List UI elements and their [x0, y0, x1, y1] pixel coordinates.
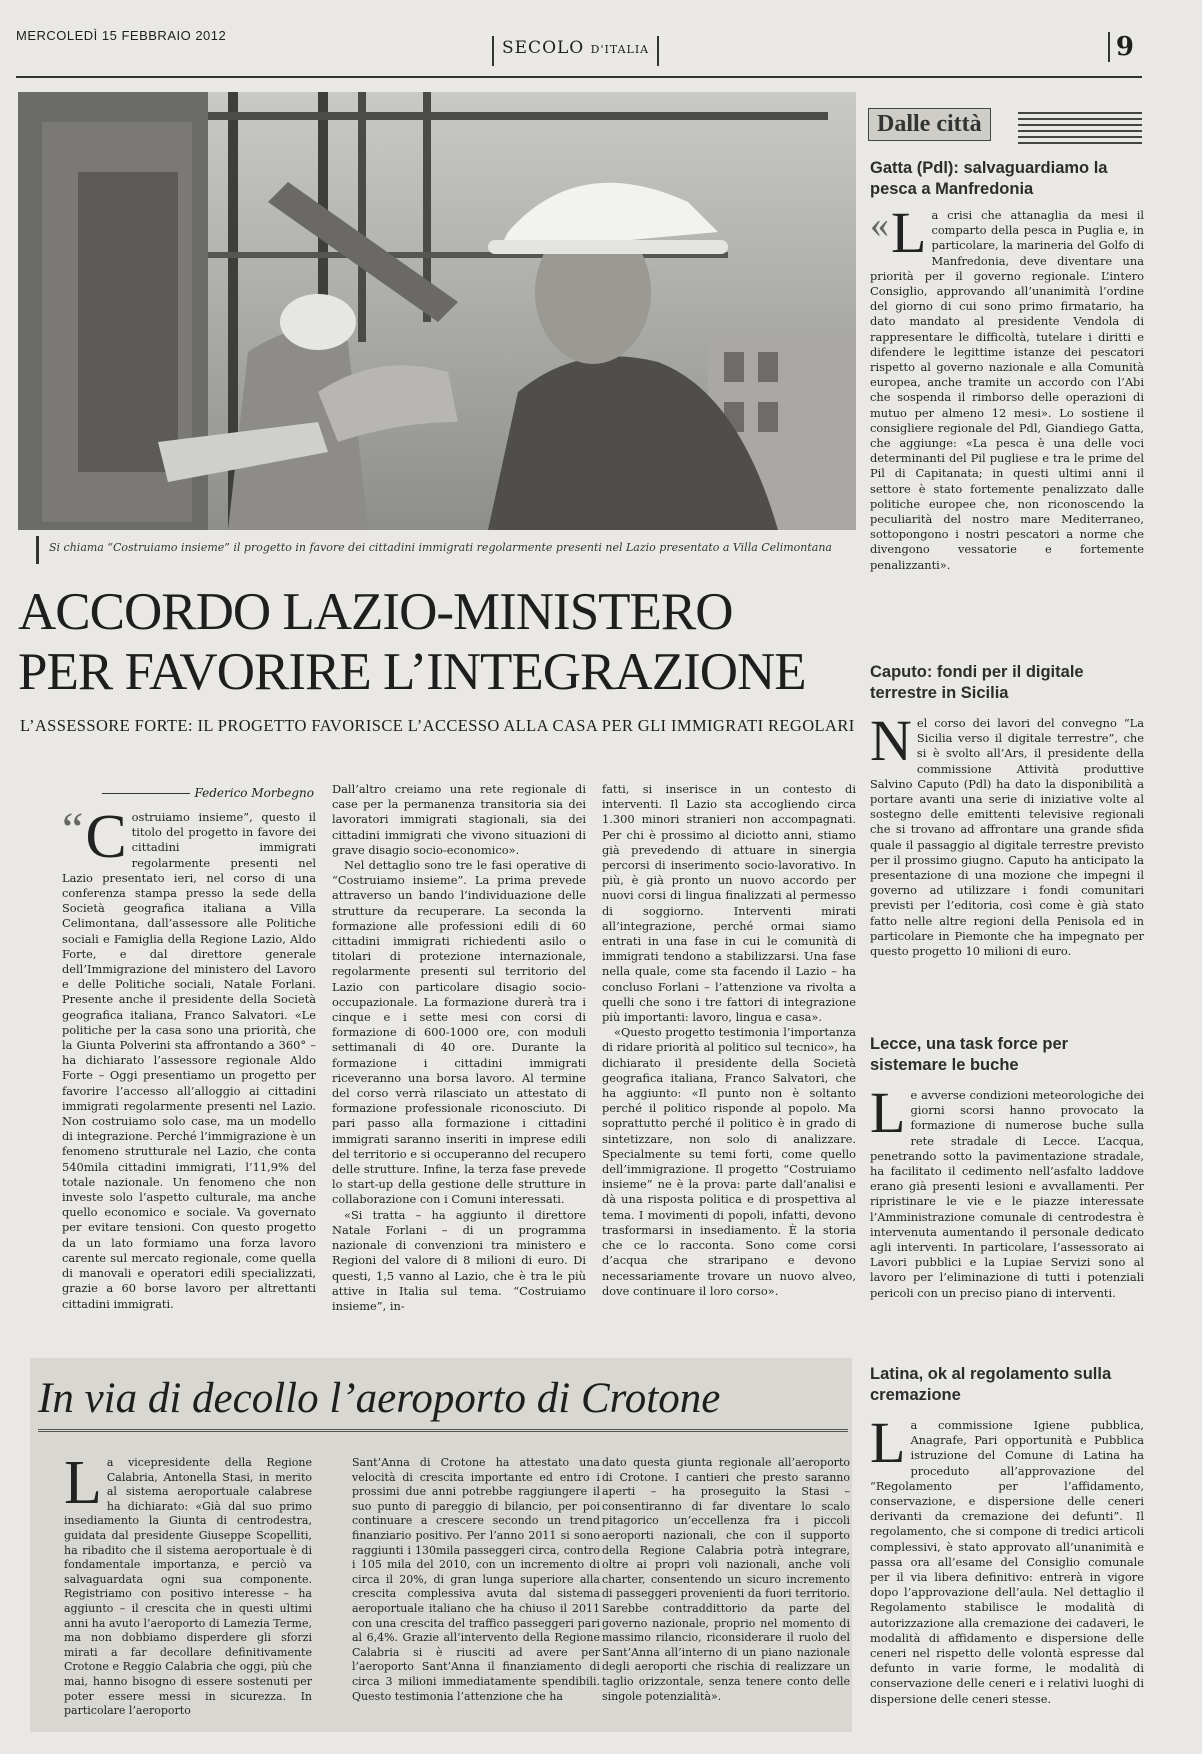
paragraph: «Si tratta – ha aggiunto il direttore Natale Forlani – di un programma nazionale di convenzioni tra ministero e Regioni del valore di 8 milioni di euro. Di questi, 1,5 vanno al Lazio, che è tra le più attive in Italia sul tema. “Costruiamo insieme”, in-: [332, 1207, 586, 1313]
article-dropcap: C: [85, 810, 127, 871]
crotone-column-1: [64, 1456, 312, 1724]
article-photo: [18, 92, 856, 530]
sidebar-text-lecce: [870, 1088, 1144, 1344]
crotone-col1-text: a vicepresidente della Regione Calabria, Antonella Stasi, in merito al sistema aeroportuale calabrese ha dichiarato: «Già dal suo primo insediamento la Giunta di centrodestra, guidata dal presidente Giuseppe Scopelliti, ha ribadito che il sistema aeroportuale è di fondamentale importanza, e perciò va salvaguardata ogni sua componente. Registriamo con positivo interesse – ha aggiunto – il crescita che in questi ultimi anni ha avuto l’aeroporto di Lamezia Terme, ma non dobbiamo disperdere gli sforzi mirati a far decollare definitivamente Crotone e Reggio Calabria che oggi, più che mai, hanno bisogno di essere sostenuti per poter essere messi in sicurezza. In particolare l’aeroporto: [64, 1456, 312, 1718]
paragraph: «Questo progetto testimonia l’importanza di ridare priorità al politico sul tecnico», ha dichiarato il presidente della Società geografica italiana, Franco Salvatori, che ha aggiunto: «Il punto non è soltanto perché il politico risponde al popolo. Ma soprattutto perché il politico è in grado di sintetizzare, non solo di analizzare. Specialmente su temi forti, come quello dell’immigrazione. Il progetto “Costruiamo insieme” ne è la prova: parte dall’analisi e dà una risposta politica e di prospettiva al tema. I movimenti di popoli, infatti, devono trasformarsi in insediamento. È la storia che ce lo racconta. Sono come corsi d’acqua che straripano e devono necessariamente trovare un nuovo alveo, dove continuare il loro corso».: [602, 1025, 856, 1298]
sidebar-title-latina: Latina, ok al regolamento sulla cremazione: [870, 1365, 1112, 1404]
sidebar-body: el corso dei lavori del convegno “La Sicilia verso il digitale terrestre”, che si è svolto all’Ars, il presidente della commissione Attività produttive Salvino Caputo (Pdl) ha dato la disponibilità a portare avanti una serie di iniziative volte al sostegno delle emittenti televisive regionali che si trovano ad affrontare una grande sfida quale il passaggio al digitale terrestre previsto per il prossimo giugno. Caputo ha anticipato la presentazione di una mozione che impegni il governo ad utilizzare i fondi comunitari previsti per l’editoria, così come è già stato fatto nelle altre regioni della Penisola ed in particolare in Piemonte che ha impegnato per questo progetto 10 milioni di euro.: [870, 716, 1144, 959]
article-byline: Federico Morbegno: [62, 786, 314, 800]
sidebar-dropcap: L: [870, 1418, 906, 1475]
paragraph: Nel dettaglio sono tre le fasi operative di “Costruiamo insieme”. La prima prevede attraverso un bando l’individuazione delle strutture da recuperare. La seconda la formazione alle professioni edili di 60 cittadini immigrati richiedenti asilo o titolari di protezione internazionale, regolarmente presenti sul territorio del Lazio con particolare disagio socio-occupazionale. La formazione durerà tra i cinque e i sette mesi con corsi di formazione di 600-1000 ore, con moduli settimanali di 40 ore. Durante la formazione i cittadini immigrati riceveranno una borsa lavoro. Al termine del corso verrà rilasciato un attestato di formazione professionale riconosciuto. Di pari passo alla formazione i cittadini immigrati saranno inseriti in imprese edili del territorio e si occuperanno del recupero delle strutture. Infine, la terza fase prevede lo start-up della gestione delle strutture in collaborazione con i Comuni interessati.: [332, 858, 586, 1207]
crotone-article-box: [30, 1358, 852, 1732]
decorative-lines: [1018, 112, 1142, 144]
page-number: 9: [1108, 32, 1134, 62]
construction-worker-photo: [18, 92, 856, 530]
sidebar-dropcap: L: [891, 208, 927, 265]
photo-caption: Si chiama “Costruiamo insieme” il progetto in favore dei cittadini immigrati regolarmente presenti nel Lazio presentato a Villa Celimontana: [36, 536, 869, 564]
sidebar-text-caputo: [870, 716, 1144, 1022]
crotone-column-3: dato questa giunta regionale all’aeroporto di Crotone. I cantieri che presto saranno aperti – ha proseguito la Stasi – consentiranno di far diventare lo scalo pitagorico un’eccellenza fra i piccoli aeroporti nazionali, che con il supporto della Regione Calabria potrà integrare, oltre ai propri voli nazionali, anche voli charter, consentendo un sicuro incremento di passeggeri provenienti da fuori territorio. Sarebbe contraddittorio da parte del governo nazionale, proprio nel momento di massimo rilancio, riconsiderare il ruolo del Sant’Anna all’interno di un piano nazionale degli aeroporti che rischia di realizzare un taglio orizzontale, senza tenere conto delle singole potenzialità».: [602, 1456, 850, 1703]
masthead-subtitle: D'ITALIA: [590, 43, 650, 56]
article-column-2: [332, 782, 586, 1336]
sidebar-title-gatta: Gatta (Pdl): salvaguardiamo la pesca a Manfredonia: [870, 159, 1108, 198]
sidebar-text-gatta: [870, 208, 1144, 640]
headline-line-1: ACCORDO LAZIO-MINISTERO: [18, 583, 733, 641]
page-header: [16, 28, 1142, 78]
article-subhead: L’ASSESSORE FORTE: IL PROGETTO FAVORISCE L’ACCESSO ALLA CASA PER GLI IMMIGRATI REGOLARI: [20, 716, 855, 735]
crotone-dropcap: L: [64, 1456, 102, 1517]
crotone-headline: In via di decollo l’aeroporto di Crotone: [38, 1374, 848, 1432]
article-column-1: [62, 810, 316, 1336]
sidebar-body: e avverse condizioni meteorologiche dei giorni scorsi hanno provocato la formazione di numerose buche sulla rete stradale di Lecce. L’acqua, penetrando sotto la pavimentazione stradale, ha facilitato il cedimento nell’asfalto laddove erano già presenti lesioni e avvallamenti. Per ripristinare le vie e le piazze interessate l’Amministrazione comunale di centrodestra è intervenuta aumentando il personale dedicato agli interventi. In particolare, l’assessorato ai Lavori pubblici e la Lupiae Servizi sono al lavoro per l’eliminazione di tutti i potenziali pericoli con un preciso piano di interventi.: [870, 1088, 1144, 1300]
paragraph: Dall’altro creiamo una rete regionale di case per la permanenza transitoria sia dei lavoratori immigrati stagionali, sia dei cittadini immigrati che vivono situazioni di grave disagio socio-economico».: [332, 782, 586, 857]
sidebar-body: a crisi che attanaglia da mesi il comparto della pesca in Puglia e, in particolare, la marineria del Golfo di Manfredonia, deve diventare una priorità per il governo regionale. L’intero Consiglio, approvando all’unanimità l’ordine del giorno di cui sono primo firmatario, ha dato mandato al presidente Vendola di rappresentare le difficoltà, tutelare i diritti e difendere le legittime istanze dei pescatori rispetto al governo nazionale e alla Comunità europea, anche tramite un accordo con l’Abi che sospenda il rimborso delle operazioni di mutuo per almeno 12 mesi». Lo sostiene il consigliere regionale del Pdl, Giandiego Gatta, che aggiunge: «La pesca è una delle voci determinanti del Pil pugliese e tra le prime del Pil di Capitanata; in questi ultimi anni il settore è stato fortemente penalizzato dalle politiche europee che, non riconoscendo la peculiarità del nostro mare Mediterraneo, sottopongono i nostri pescatori a norme che divengono vessatorie e fortemente penalizzanti».: [870, 208, 1144, 572]
sidebar-label: Dalle città: [868, 108, 991, 141]
crotone-column-2: Sant’Anna di Crotone ha attestato una velocità di crescita importante ed entro i prossimi due anni potrebbe raggiungere il suo punto di pareggio di bilancio, per poi continuare a crescere secondo un trend finanziario positivo. Per l’anno 2011 si sono raggiunti i 130mila passeggeri circa, contro i 105 mila del 2010, con un incremento di circa il 20%, di gran lunga superiore alla crescita complessiva avuta dal sistema aeroportuale italiano che ha chiuso il 2011 con una crescita del traffico passeggeri pari al 6,4%. Grazie all’intervento della Regione Calabria si è riusciti ad avere per l’aeroporto Sant’Anna il finanziamento di circa 3 milioni immediatamente spendibili. Questo testimonia l’attenzione che ha: [352, 1456, 600, 1703]
sidebar-text-latina: [870, 1418, 1144, 1740]
article-col1-text: ostruiamo insieme”, questo il titolo del progetto in favore dei cittadini immigrati regolarmente presenti nel Lazio presentato ieri, nel corso di una conferenza stampa presso la sede della Società geografica italiana a Villa Celimontana, dall’assessore alle Politiche sociali e Famiglia della Regione Lazio, Aldo Forte, e dal direttore generale dell’Immigrazione del ministero del Lavoro e delle Politiche sociali, Natale Forlani. Presente anche il presidente della Società geografica italiana, Franco Salvatori. «Le politiche per la casa sono una priorità, che la Giunta Polverini sta affrontando a 360° – ha dichiarato l’assessore regionale Aldo Forte – Oggi presentiamo un progetto per favorire l’accesso all’alloggio ai cittadini immigrati regolarmente presenti nel Lazio. Non costruiamo solo case, ma un modello di integrazione. Perché l’immigrazione è un fenomeno strutturale nel Lazio, che conta 540mila cittadini immigrati, l’11,9% del totale nazionale. Un fenomeno che non investe solo l’aspetto culturale, ma anche quello economico e sociale. Va governato per evitare tensioni. Con questo progetto da un lato formiamo una forza lavoro carente sul mercato regionale, come quella di manovali e operatori edili specializzati, grazie a 60 borse lavoro per altrettanti cittadini immigrati.: [62, 810, 316, 1311]
sidebar-title-caputo: Caputo: fondi per il digitale terrestre in Sicilia: [870, 663, 1084, 702]
masthead-title: SECOLO: [502, 38, 585, 58]
article-column-3: [602, 782, 856, 1336]
sidebar-title-lecce: Lecce, una task force per sistemare le buche: [870, 1035, 1069, 1074]
article-headline: [18, 582, 856, 702]
headline-line-2: PER FAVORIRE L’INTEGRAZIONE: [18, 643, 806, 701]
sidebar-body: a commissione Igiene pubblica, Anagrafe, Pari opportunità e Pubblica istruzione del Comune di Latina ha proceduto all’approvazione del “Regolamento per l’affidamento, conservazione, e dispersione delle ceneri derivanti da cremazione dei defunti”. Il regolamento, che si compone di tredici articoli complessivi, è stato approvato all’unanimità e passa ora all’esame del Consiglio comunale per il via libera definitivo: entrerà in vigore dopo l’approvazione dell’aula. Nel dettaglio il Regolamento stabilisce le modalità di autorizzazione alla cremazione dei cadaveri, le modalità di affidamento e dispersione delle ceneri nel rispetto delle volontà espresse dal defunto in varie forme, le modalità di conservazione delle ceneri e i relativi luoghi di dispersione delle ceneri stesse.: [870, 1418, 1144, 1706]
open-quote-mark: “: [62, 810, 84, 856]
sidebar-dropcap: N: [870, 716, 912, 773]
sidebar-dropcap: L: [870, 1088, 906, 1145]
masthead: [492, 36, 659, 66]
paragraph: fatti, si inserisce in un contesto di interventi. Il Lazio sta accogliendo circa 1.300 minori stranieri non accompagnati. Per chi è prossimo al diciotto anni, stiamo già prevedendo di attuare in sinergia percorsi di inserimento socio-lavorativo. In più, è già pronto un nuovo accordo per nuovi corsi di lingua finalizzati al permesso di soggiorno. Interventi mirati all’integrazione, perché ormai siamo entrati in una fase in cui le comunità di immigrati tendono a stabilizzarsi. Una fase nella quale, come sta facendo il Lazio – ha concluso Forlani – l’attenzione va rivolta a quelli che sono i tre fattori di integrazione più importanti: lavoro, lingua e casa».: [602, 782, 856, 1025]
issue-date: MERCOLEDÌ 15 FEBBRAIO 2012: [16, 28, 227, 43]
open-quote-mark: «: [870, 208, 889, 246]
sidebar-section-header: [868, 108, 1143, 146]
